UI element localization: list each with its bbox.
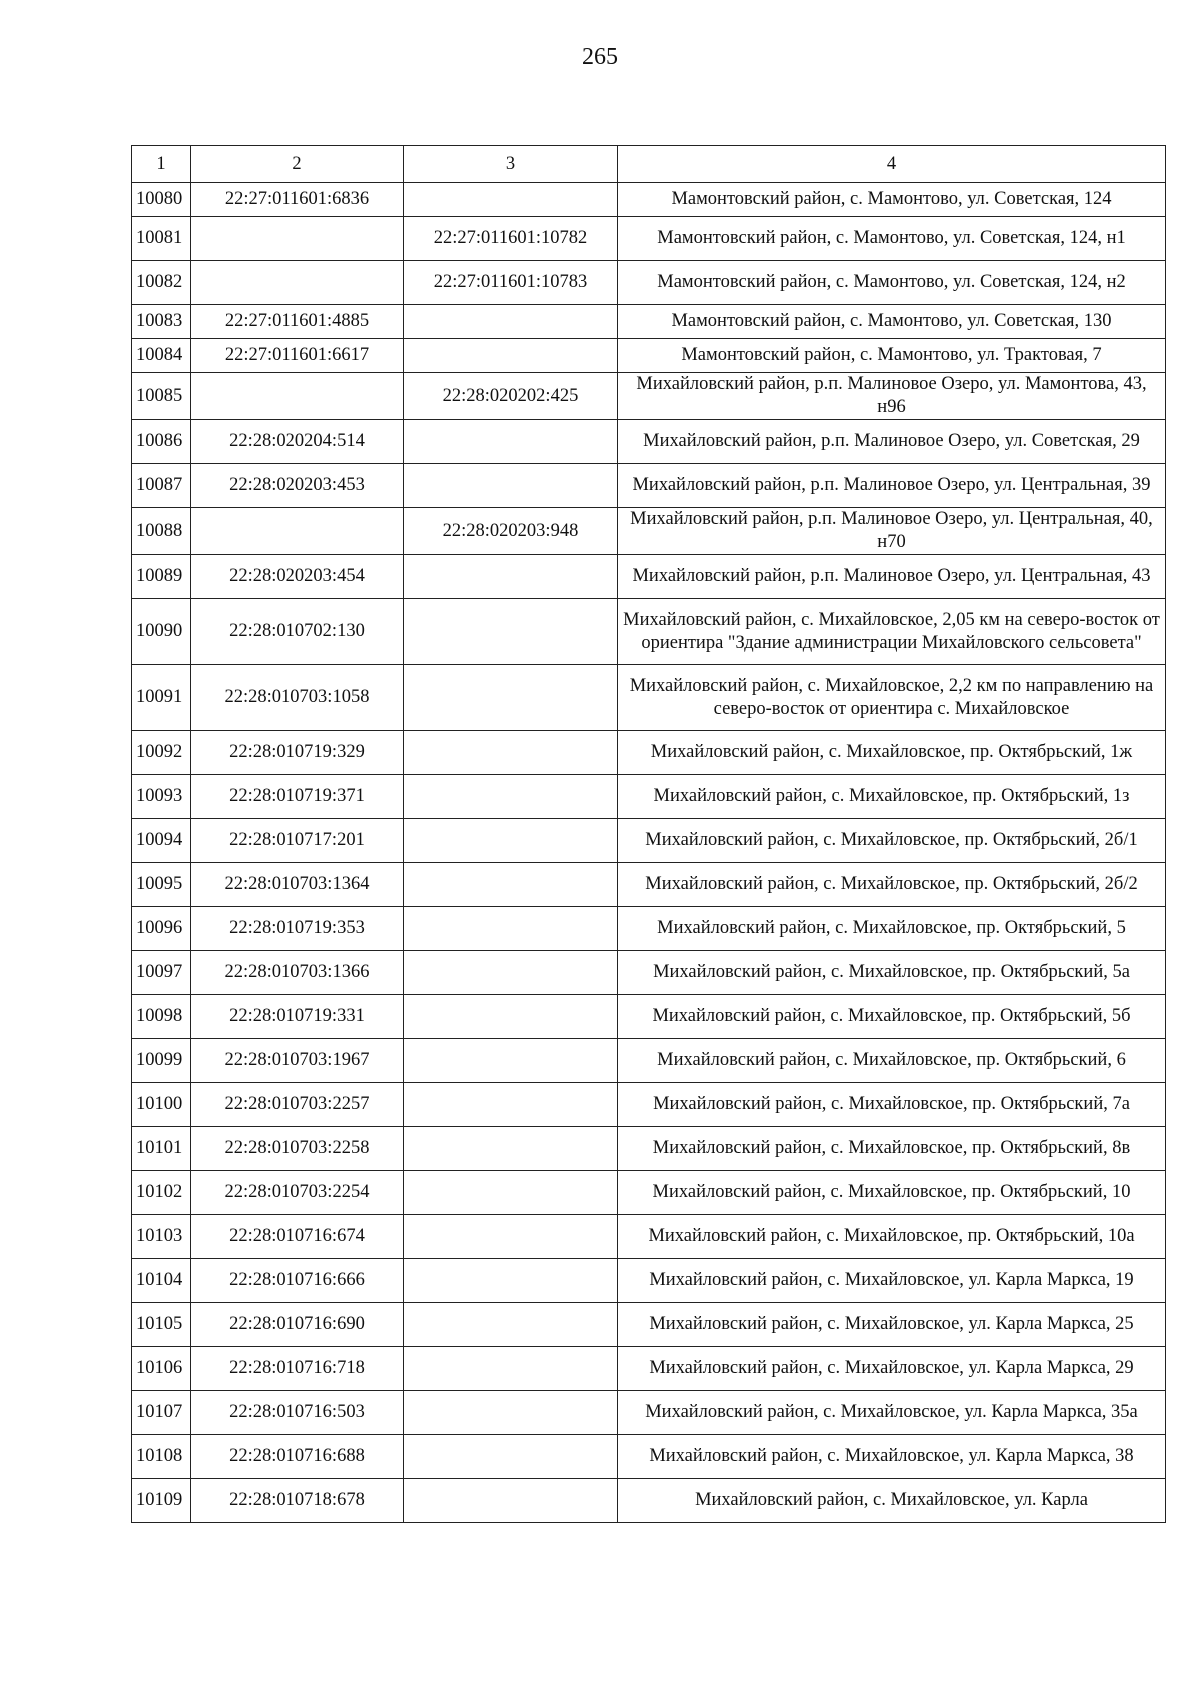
building-cadastral-number-cell (404, 1479, 618, 1523)
cadastral-number-cell: 22:28:010703:1967 (191, 1039, 404, 1083)
cadastral-number-cell: 22:28:010716:666 (191, 1259, 404, 1303)
row-number-cell: 10085 (132, 373, 191, 420)
table-row (132, 1083, 1166, 1127)
building-cadastral-number-cell (404, 183, 618, 217)
table-row (132, 373, 1166, 420)
address-cell: Михайловский район, с. Михайловское, пр. Октябрьский, 1з (618, 775, 1166, 819)
table-row (132, 217, 1166, 261)
cadastral-number-cell: 22:27:011601:4885 (191, 305, 404, 339)
table-row (132, 1435, 1166, 1479)
address-cell: Михайловский район, с. Михайловское, ул. Карла (618, 1479, 1166, 1523)
row-number-cell: 10080 (132, 183, 191, 217)
row-number-cell: 10087 (132, 464, 191, 508)
table-row (132, 339, 1166, 373)
table-row (132, 1127, 1166, 1171)
header-cell: 1 (132, 146, 191, 183)
cadastral-number-cell (191, 217, 404, 261)
address-cell: Михайловский район, с. Михайловское, пр. Октябрьский, 5а (618, 951, 1166, 995)
table-row (132, 1259, 1166, 1303)
cadastral-number-cell: 22:28:010718:678 (191, 1479, 404, 1523)
row-number-cell: 10105 (132, 1303, 191, 1347)
building-cadastral-number-cell (404, 1303, 618, 1347)
cadastral-number-cell: 22:28:010703:2254 (191, 1171, 404, 1215)
cadastral-number-cell: 22:28:020204:514 (191, 420, 404, 464)
table-row (132, 183, 1166, 217)
building-cadastral-number-cell (404, 665, 618, 731)
table-row (132, 995, 1166, 1039)
page-number: 265 (582, 44, 618, 70)
table-row (132, 1303, 1166, 1347)
table-row (132, 305, 1166, 339)
building-cadastral-number-cell: 22:28:020203:948 (404, 508, 618, 555)
building-cadastral-number-cell: 22:27:011601:10782 (404, 217, 618, 261)
building-cadastral-number-cell (404, 819, 618, 863)
cadastral-number-cell: 22:28:020203:454 (191, 555, 404, 599)
header-cell: 2 (191, 146, 404, 183)
row-number-cell: 10098 (132, 995, 191, 1039)
row-number-cell: 10096 (132, 907, 191, 951)
cadastral-number-cell: 22:28:010703:1364 (191, 863, 404, 907)
building-cadastral-number-cell (404, 1347, 618, 1391)
address-cell: Михайловский район, с. Михайловское, пр. Октябрьский, 1ж (618, 731, 1166, 775)
row-number-cell: 10094 (132, 819, 191, 863)
row-number-cell: 10099 (132, 1039, 191, 1083)
row-number-cell: 10090 (132, 599, 191, 665)
address-cell: Михайловский район, р.п. Малиновое Озеро, ул. Центральная, 43 (618, 555, 1166, 599)
building-cadastral-number-cell (404, 599, 618, 665)
cadastral-number-cell (191, 508, 404, 555)
building-cadastral-number-cell (404, 1171, 618, 1215)
cadastral-number-cell: 22:28:010717:201 (191, 819, 404, 863)
row-number-cell: 10102 (132, 1171, 191, 1215)
address-cell: Михайловский район, с. Михайловское, 2,05 км на северо-восток от ориентира "Здание администрации Михайловского сельсовета" (618, 599, 1166, 665)
row-number-cell: 10083 (132, 305, 191, 339)
row-number-cell: 10103 (132, 1215, 191, 1259)
cadastral-number-cell: 22:28:010719:329 (191, 731, 404, 775)
table-row (132, 665, 1166, 731)
row-number-cell: 10093 (132, 775, 191, 819)
table-row (132, 951, 1166, 995)
cadastral-number-cell: 22:28:010703:1366 (191, 951, 404, 995)
row-number-cell: 10082 (132, 261, 191, 305)
row-number-cell: 10109 (132, 1479, 191, 1523)
row-number-cell: 10086 (132, 420, 191, 464)
address-cell: Михайловский район, р.п. Малиновое Озеро, ул. Советская, 29 (618, 420, 1166, 464)
registry-table (131, 145, 1166, 1523)
cadastral-number-cell: 22:28:010716:718 (191, 1347, 404, 1391)
building-cadastral-number-cell (404, 1435, 618, 1479)
row-number-cell: 10088 (132, 508, 191, 555)
cadastral-number-cell: 22:28:010703:2257 (191, 1083, 404, 1127)
address-cell: Мамонтовский район, с. Мамонтово, ул. Советская, 130 (618, 305, 1166, 339)
row-number-cell: 10108 (132, 1435, 191, 1479)
row-number-cell: 10091 (132, 665, 191, 731)
address-cell: Мамонтовский район, с. Мамонтово, ул. Советская, 124, н1 (618, 217, 1166, 261)
building-cadastral-number-cell (404, 731, 618, 775)
building-cadastral-number-cell: 22:28:020202:425 (404, 373, 618, 420)
building-cadastral-number-cell (404, 863, 618, 907)
table-row (132, 599, 1166, 665)
table-row (132, 1391, 1166, 1435)
address-cell: Михайловский район, с. Михайловское, ул. Карла Маркса, 19 (618, 1259, 1166, 1303)
address-cell: Михайловский район, с. Михайловское, пр. Октябрьский, 10 (618, 1171, 1166, 1215)
row-number-cell: 10104 (132, 1259, 191, 1303)
cadastral-number-cell: 22:28:010702:130 (191, 599, 404, 665)
table-row (132, 819, 1166, 863)
row-number-cell: 10081 (132, 217, 191, 261)
address-cell: Михайловский район, с. Михайловское, пр. Октябрьский, 7а (618, 1083, 1166, 1127)
cadastral-number-cell (191, 373, 404, 420)
building-cadastral-number-cell (404, 1083, 618, 1127)
table-row (132, 1215, 1166, 1259)
address-cell: Михайловский район, с. Михайловское, ул. Карла Маркса, 35а (618, 1391, 1166, 1435)
building-cadastral-number-cell (404, 464, 618, 508)
address-cell: Михайловский район, с. Михайловское, пр. Октябрьский, 6 (618, 1039, 1166, 1083)
row-number-cell: 10107 (132, 1391, 191, 1435)
building-cadastral-number-cell (404, 1039, 618, 1083)
cadastral-number-cell: 22:28:010703:1058 (191, 665, 404, 731)
address-cell: Михайловский район, с. Михайловское, ул. Карла Маркса, 29 (618, 1347, 1166, 1391)
address-cell: Михайловский район, с. Михайловское, пр. Октябрьский, 2б/2 (618, 863, 1166, 907)
address-cell: Мамонтовский район, с. Мамонтово, ул. Трактовая, 7 (618, 339, 1166, 373)
table-row (132, 1171, 1166, 1215)
building-cadastral-number-cell (404, 305, 618, 339)
building-cadastral-number-cell (404, 339, 618, 373)
address-cell: Михайловский район, р.п. Малиновое Озеро, ул. Центральная, 39 (618, 464, 1166, 508)
table-row (132, 863, 1166, 907)
cadastral-number-cell: 22:28:010719:353 (191, 907, 404, 951)
row-number-cell: 10095 (132, 863, 191, 907)
building-cadastral-number-cell (404, 1215, 618, 1259)
cadastral-number-cell: 22:28:010719:331 (191, 995, 404, 1039)
building-cadastral-number-cell (404, 555, 618, 599)
cadastral-number-cell: 22:28:010703:2258 (191, 1127, 404, 1171)
cadastral-number-cell: 22:28:010716:674 (191, 1215, 404, 1259)
cadastral-number-cell: 22:27:011601:6836 (191, 183, 404, 217)
address-cell: Михайловский район, с. Михайловское, пр. Октябрьский, 10а (618, 1215, 1166, 1259)
table-row (132, 1039, 1166, 1083)
building-cadastral-number-cell (404, 995, 618, 1039)
cadastral-number-cell: 22:28:010716:690 (191, 1303, 404, 1347)
row-number-cell: 10084 (132, 339, 191, 373)
address-cell: Михайловский район, с. Михайловское, ул. Карла Маркса, 25 (618, 1303, 1166, 1347)
table-row (132, 464, 1166, 508)
table-row (132, 508, 1166, 555)
building-cadastral-number-cell (404, 775, 618, 819)
row-number-cell: 10097 (132, 951, 191, 995)
table-row (132, 1479, 1166, 1523)
row-number-cell: 10101 (132, 1127, 191, 1171)
address-cell: Михайловский район, с. Михайловское, ул. Карла Маркса, 38 (618, 1435, 1166, 1479)
cadastral-number-cell: 22:28:010719:371 (191, 775, 404, 819)
cadastral-number-cell (191, 261, 404, 305)
address-cell: Михайловский район, с. Михайловское, пр. Октябрьский, 8в (618, 1127, 1166, 1171)
table-row (132, 261, 1166, 305)
address-cell: Михайловский район, р.п. Малиновое Озеро, ул. Мамонтова, 43, н96 (618, 373, 1166, 420)
building-cadastral-number-cell: 22:27:011601:10783 (404, 261, 618, 305)
table-header-row (132, 146, 1166, 183)
building-cadastral-number-cell (404, 1259, 618, 1303)
address-cell: Мамонтовский район, с. Мамонтово, ул. Советская, 124 (618, 183, 1166, 217)
address-cell: Михайловский район, с. Михайловское, пр. Октябрьский, 5б (618, 995, 1166, 1039)
address-cell: Михайловский район, р.п. Малиновое Озеро, ул. Центральная, 40, н70 (618, 508, 1166, 555)
table-row (132, 775, 1166, 819)
header-cell: 4 (618, 146, 1166, 183)
row-number-cell: 10092 (132, 731, 191, 775)
table-row (132, 1347, 1166, 1391)
row-number-cell: 10100 (132, 1083, 191, 1127)
address-cell: Михайловский район, с. Михайловское, 2,2 км по направлению на северо-восток от ориентира с. Михайловское (618, 665, 1166, 731)
address-cell: Мамонтовский район, с. Мамонтово, ул. Советская, 124, н2 (618, 261, 1166, 305)
table-row (132, 907, 1166, 951)
cadastral-number-cell: 22:28:020203:453 (191, 464, 404, 508)
building-cadastral-number-cell (404, 1391, 618, 1435)
row-number-cell: 10089 (132, 555, 191, 599)
cadastral-number-cell: 22:28:010716:503 (191, 1391, 404, 1435)
address-cell: Михайловский район, с. Михайловское, пр. Октябрьский, 2б/1 (618, 819, 1166, 863)
cadastral-number-cell: 22:28:010716:688 (191, 1435, 404, 1479)
header-cell: 3 (404, 146, 618, 183)
table-row (132, 555, 1166, 599)
cadastral-number-cell: 22:27:011601:6617 (191, 339, 404, 373)
address-cell: Михайловский район, с. Михайловское, пр. Октябрьский, 5 (618, 907, 1166, 951)
building-cadastral-number-cell (404, 951, 618, 995)
table-row (132, 420, 1166, 464)
building-cadastral-number-cell (404, 420, 618, 464)
building-cadastral-number-cell (404, 907, 618, 951)
table-row (132, 731, 1166, 775)
building-cadastral-number-cell (404, 1127, 618, 1171)
row-number-cell: 10106 (132, 1347, 191, 1391)
